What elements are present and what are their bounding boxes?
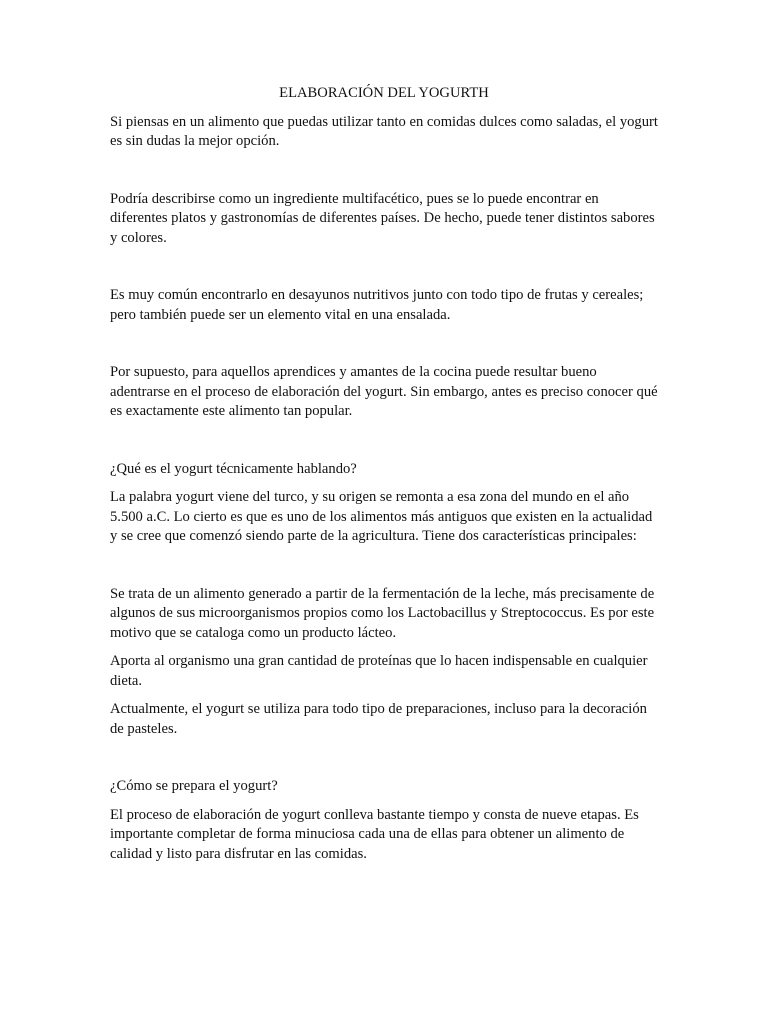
paragraph-process: El proceso de elaboración de yogurt conlleva bastante tiempo y consta de nueve etapas. Es importante completar de forma minuciosa cada una de ellas para obtener un alimento de calidad y listo para disfrutar en las comidas. [110, 806, 639, 862]
paragraph-multifaceted: Podría describirse como un ingrediente multifacético, pues se lo puede encontrar en diferentes platos y gastronomías de diferentes países. De hecho, puede tener distintos sabores y colores. [110, 190, 655, 246]
paragraph-proteins: Aporta al organismo una gran cantidad de proteínas que lo hacen indispensable en cualquier dieta. [110, 653, 648, 689]
heading-what-is-yogurt: ¿Qué es el yogurt técnicamente hablando? [110, 460, 357, 477]
paragraph-fermentation: Se trata de un alimento generado a partir de la fermentación de la leche, más precisamente de algunos de sus microorganismos propios como los Lactobacillus y Streptococcus. Es por este motivo que se cataloga como un producto lácteo. [110, 585, 655, 641]
paragraph-uses: Actualmente, el yogurt se utiliza para todo tipo de preparaciones, incluso para la decoración de pasteles. [110, 701, 647, 737]
paragraph-intro: Si piensas en un alimento que puedas utilizar tanto en comidas dulces como saladas, el yogurt es sin dudas la mejor opción. [110, 113, 658, 149]
paragraph-learners: Por supuesto, para aquellos aprendices y amantes de la cocina puede resultar bueno adentrarse en el proceso de elaboración del yogurt. Sin embargo, antes es preciso conocer qué es exactamente este alimento tan popular. [110, 364, 658, 419]
paragraph-origin: La palabra yogurt viene del turco, y su origen se remonta a esa zona del mundo en el año 5.500 a.C. Lo cierto es que es uno de los alimentos más antiguos que existen en la actualidad y se cree que comenzó siendo parte de la agricultura. Tiene dos características principales: [110, 489, 653, 544]
document-page [110, 84, 658, 864]
heading-how-to-prepare: ¿Cómo se prepara el yogurt? [110, 778, 278, 794]
paragraph-breakfast: Es muy común encontrarlo en desayunos nutritivos junto con todo tipo de frutas y cereales; pero también puede ser un elemento vital en una ensalada. [110, 287, 644, 323]
document-title: ELABORACIÓN DEL YOGURTH [279, 85, 489, 101]
